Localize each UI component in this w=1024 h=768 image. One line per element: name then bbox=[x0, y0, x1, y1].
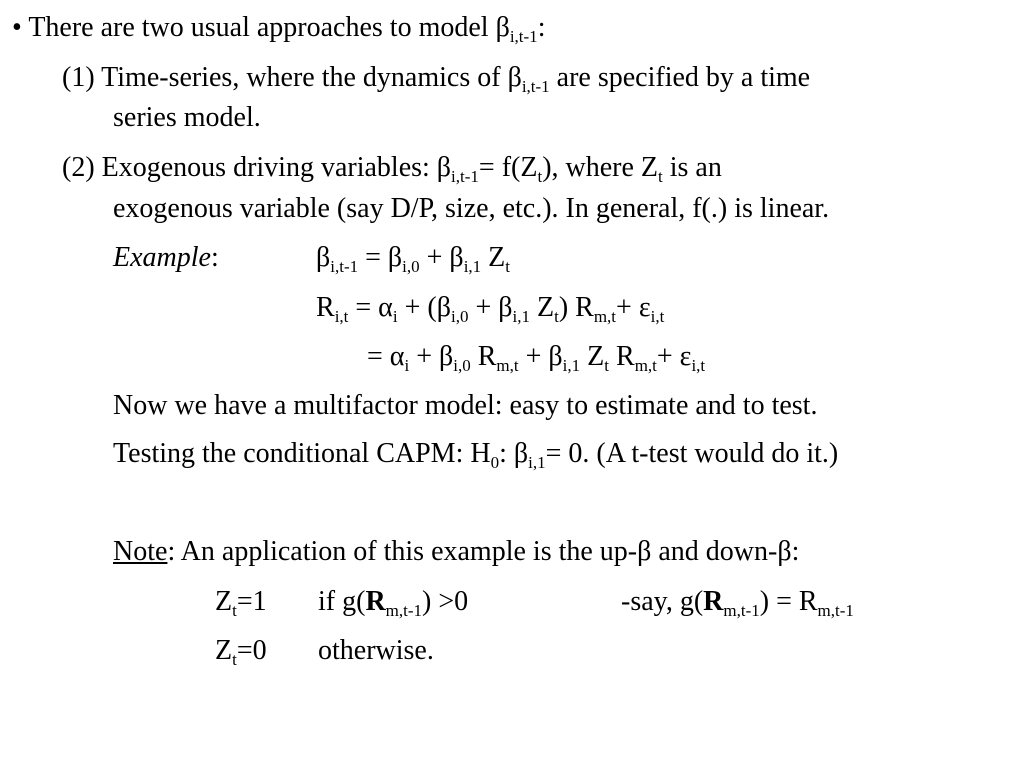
item1-line bbox=[62, 62, 810, 94]
math-text: + β bbox=[409, 341, 454, 372]
subscript: 0 bbox=[490, 453, 500, 472]
math-text: =0 bbox=[236, 635, 267, 666]
math-text: = α bbox=[348, 292, 393, 323]
equation-1 bbox=[316, 242, 510, 274]
math-text: ) = R bbox=[759, 586, 818, 617]
bold-symbol: R bbox=[365, 586, 386, 617]
subscript: t bbox=[232, 601, 237, 620]
math-text: =1 bbox=[236, 586, 267, 617]
math-text: -say, g( bbox=[621, 586, 704, 617]
math-text: + ε bbox=[616, 292, 651, 323]
intro-sub: i,t-1 bbox=[509, 27, 538, 46]
note-line bbox=[113, 536, 799, 568]
item2-mid1: = f(Z bbox=[478, 152, 538, 183]
subscript: i bbox=[392, 307, 398, 326]
subscript: m,t-1 bbox=[385, 601, 423, 620]
item2-pre: (2) Exogenous driving variables: β bbox=[62, 152, 452, 183]
intro-text: There are two usual approaches to model β bbox=[28, 12, 510, 43]
math-text: ) >0 bbox=[422, 586, 469, 617]
math-text: R bbox=[470, 341, 497, 372]
subscript: i,0 bbox=[453, 356, 471, 375]
math-text: R bbox=[609, 341, 635, 372]
subscript: m,t bbox=[593, 307, 617, 326]
item2-sub3: t bbox=[658, 167, 663, 186]
subscript: m,t-1 bbox=[723, 601, 760, 620]
testing-line bbox=[113, 438, 838, 470]
case-cond0 bbox=[318, 635, 434, 667]
math-text: Z bbox=[529, 292, 555, 323]
subscript: i,0 bbox=[450, 307, 469, 326]
equation-2 bbox=[316, 292, 664, 324]
math-text: = α bbox=[367, 341, 405, 372]
intro-tail: : bbox=[537, 12, 546, 43]
case-cond1 bbox=[318, 586, 468, 618]
multifactor-line: Now we have a multifactor model: easy to estimate and to test. bbox=[113, 390, 818, 421]
item2-sub2: t bbox=[537, 167, 543, 186]
item2-sub1: i,t-1 bbox=[451, 167, 479, 186]
item2-line bbox=[62, 152, 722, 184]
math-text: if g( bbox=[318, 586, 366, 617]
case-z1 bbox=[215, 586, 267, 618]
subscript: t bbox=[554, 307, 559, 326]
math-text: + β bbox=[518, 341, 563, 372]
bold-symbol: R bbox=[703, 586, 724, 617]
subscript: i,1 bbox=[463, 257, 482, 276]
bullet: • bbox=[12, 12, 22, 43]
math-text: R bbox=[316, 292, 335, 323]
math-text: + β bbox=[419, 242, 464, 273]
subscript: m,t-1 bbox=[817, 601, 854, 620]
math-text: = 0. (A t-test would do it.) bbox=[545, 438, 839, 469]
subscript: t bbox=[505, 257, 511, 276]
subscript: m,t bbox=[634, 356, 657, 375]
item1-pre: (1) Time-series, where the dynamics of β bbox=[62, 62, 522, 93]
math-text: Testing the conditional CAPM: H bbox=[113, 438, 491, 469]
math-text: ) R bbox=[558, 292, 594, 323]
math-text: otherwise. bbox=[318, 635, 434, 666]
example-colon: : bbox=[210, 242, 219, 273]
math-text: : β bbox=[499, 438, 529, 469]
item1-cont: series model. bbox=[113, 102, 261, 133]
subscript: i bbox=[404, 356, 410, 375]
subscript: i,t bbox=[650, 307, 665, 326]
math-text: = β bbox=[358, 242, 403, 273]
case-z0 bbox=[215, 635, 267, 667]
subscript: i,1 bbox=[562, 356, 581, 375]
math-text: + β bbox=[468, 292, 513, 323]
math-text: + (β bbox=[397, 292, 451, 323]
item2-cont: exogenous variable (say D/P, size, etc.). In general, f(.) is linear. bbox=[113, 193, 830, 224]
subscript: i,1 bbox=[512, 307, 530, 326]
math-text: β bbox=[316, 242, 331, 273]
math-text: Z bbox=[215, 635, 233, 666]
item2-mid2: ), where Z bbox=[542, 152, 659, 183]
note-text: : An application of this example is the up-β and down-β: bbox=[167, 536, 800, 567]
math-text: Z bbox=[215, 586, 233, 617]
subscript: t bbox=[232, 650, 237, 669]
case-say bbox=[621, 586, 854, 618]
subscript: i,0 bbox=[402, 257, 420, 276]
intro-line bbox=[12, 12, 545, 44]
item2-post: is an bbox=[662, 152, 722, 183]
math-text: Z bbox=[481, 242, 506, 273]
example-label: Example bbox=[113, 242, 211, 273]
math-text: + ε bbox=[656, 341, 692, 372]
subscript: m,t bbox=[496, 356, 519, 375]
item1-sub: i,t-1 bbox=[521, 77, 550, 96]
subscript: i,1 bbox=[528, 453, 546, 472]
note-label: Note bbox=[113, 536, 168, 567]
item1-post: are specified by a time bbox=[549, 62, 811, 93]
subscript: i,t-1 bbox=[330, 257, 359, 276]
math-text: Z bbox=[580, 341, 605, 372]
subscript: i,t bbox=[334, 307, 349, 326]
example-label-line bbox=[113, 242, 219, 274]
equation-3 bbox=[367, 341, 705, 373]
subscript: t bbox=[604, 356, 609, 375]
subscript: i,t bbox=[691, 356, 706, 375]
